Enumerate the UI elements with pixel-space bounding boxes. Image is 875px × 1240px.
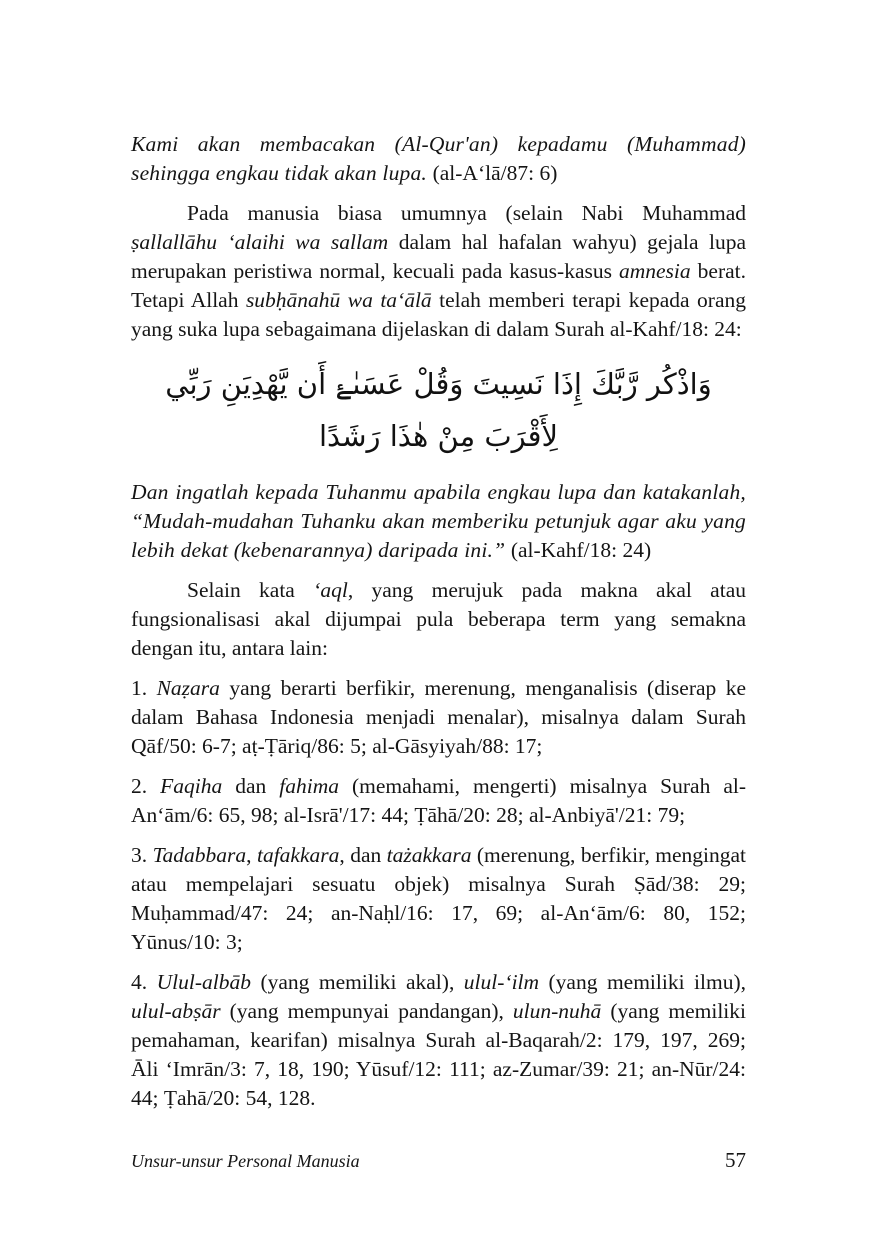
text-segment: subḥānahū wa ta‘ālā [245, 288, 432, 312]
term-item-3 [131, 841, 746, 957]
text-segment: , [246, 843, 257, 867]
text-segment: ‘aql [313, 578, 348, 602]
text-segment: dan [222, 774, 280, 798]
text-segment: (merenung, berfikir, mengingat atau mempelajari sesuatu objek) misalnya Surah Ṣād/38: 29; Muḥammad/47: 24; an-Naḥl/16: 17, 69; al-An‘ām/6: 80, 152; Yūnus/10: 3; [131, 843, 747, 954]
text-segment: 1. [131, 676, 157, 700]
text-segment: fahima [279, 774, 339, 798]
text-segment: telah memberi terapi kepada orang yang suka lupa sebagaimana dijelaskan di dalam Surah al-Kahf/18: 24: [131, 288, 746, 341]
text-segment: (yang memiliki pemahaman, kearifan) misalnya Surah al-Baqarah/2: 179, 197, 269; Āli ‘Imrān/3: 7, 18, 190; Yūsuf/12: 111; az-Zumar/39: 21; an-Nūr/24: 44; Ṭahā/20: 54, 128. [131, 999, 746, 1110]
text-segment: berat. Tetapi Allah [131, 259, 747, 312]
text-segment: ṣallallāhu ‘alaihi wa sallam [131, 230, 389, 254]
text-segment: 3. [131, 843, 153, 867]
term-item-4 [131, 968, 746, 1113]
text-segment: (al-A‘lā/87: 6) [432, 161, 558, 185]
page-footer [131, 1148, 746, 1173]
term-item-1 [131, 674, 746, 761]
text-segment: 4. [131, 970, 157, 994]
text-segment: (yang mempunyai pandangan), [220, 999, 513, 1023]
opening-quote [131, 130, 746, 188]
paragraph-terms-intro [131, 576, 746, 663]
text-segment: Pada manusia biasa umumnya (selain Nabi Muhammad [187, 201, 746, 225]
text-segment: ulul-‘ilm [463, 970, 540, 994]
paragraph-forgetting [131, 199, 746, 344]
text-segment: Dan ingatlah kepada Tuhanmu apabila engkau lupa dan katakanlah, “Mudah-mudahan Tuhanku akan memberiku petunjuk agar aku yang lebih dekat (kebenarannya) daripada ini.” [131, 480, 746, 562]
text-segment: (yang memiliki akal), [250, 970, 464, 994]
text-segment: tażakkara [386, 843, 472, 867]
text-segment: (al-Kahf/18: 24) [510, 538, 652, 562]
text-segment: ulul-abṣār [131, 999, 221, 1023]
text-segment: Faqiha [160, 774, 223, 798]
verse-translation-quote [131, 478, 746, 565]
running-title: Unsur-unsur Personal Manusia [131, 1151, 360, 1171]
text-segment: Tadabbara [152, 843, 247, 867]
page-number: 57 [725, 1148, 746, 1172]
text-segment: , dan [339, 843, 387, 867]
text-segment: Naẓara [156, 676, 220, 700]
text-segment: ulun-nuhā [512, 999, 602, 1023]
text-segment: (yang memiliki ilmu), [539, 970, 747, 994]
term-item-2 [131, 772, 746, 830]
page-content [131, 130, 746, 1124]
text-segment: 2. [131, 774, 161, 798]
text-segment: tafakkara [256, 843, 340, 867]
text-segment: Kami akan membacakan (Al-Qur'an) kepadamu (Muhammad) sehingga engkau tidak akan lupa. [131, 132, 746, 185]
text-segment: (memahami, mengerti) misalnya Surah al-An‘ām/6: 65, 98; al-Isrā'/17: 44; Ṭāhā/20: 28; al-Anbiyā'/21: 79; [131, 774, 747, 827]
text-segment: , yang merujuk pada makna akal atau fungsionalisasi akal dijumpai pula beberapa term yang semakna dengan itu, antara lain: [131, 578, 746, 660]
text-segment: Selain kata [187, 578, 314, 602]
text-segment: yang berarti berfikir, merenung, menganalisis (diserap ke dalam Bahasa Indonesia menjadi menalar), misalnya dalam Surah Qāf/50: 6-7; aṭ-Ṭāriq/86: 5; al-Gāsyiyah/88: 17; [131, 676, 747, 758]
arabic-verse: وَاذْكُر رَّبَّكَ إِذَا نَسِيتَ وَقُلْ عَسَىٰۓ أَن يَّهْدِيَنِ رَبِّي لِأَقْرَبَ مِنْ هٰذَا رَشَدًا [165, 367, 712, 453]
text-segment: amnesia [618, 259, 691, 283]
text-segment: Ulul-albāb [156, 970, 251, 994]
text-segment: dalam hal hafalan wahyu) gejala lupa merupakan peristiwa normal, kecuali pada kasus-kasus [131, 230, 746, 283]
